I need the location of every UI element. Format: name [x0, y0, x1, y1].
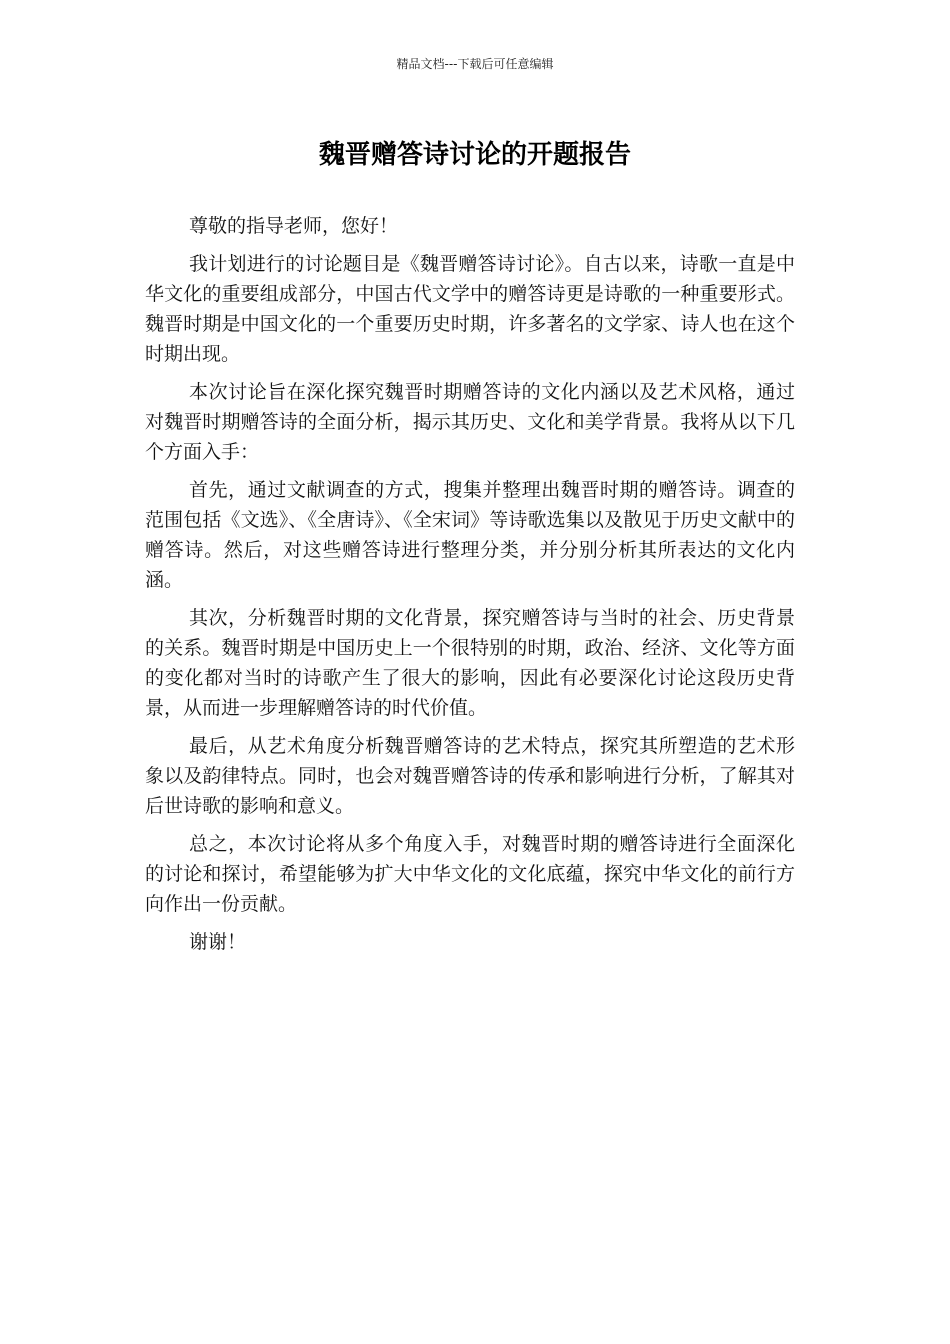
third-step-paragraph: 最后，从艺术角度分析魏晋赠答诗的艺术特点，探究其所塑造的艺术形象以及韵律特点。同时，也会对魏晋赠答诗的传承和影响进行分析，了解其对后世诗歌的影响和意义。 — [145, 735, 795, 817]
purpose-paragraph: 本次讨论旨在深化探究魏晋时期赠答诗的文化内涵以及艺术风格，通过对魏晋时期赠答诗的全面分析，揭示其历史、文化和美学背景。我将从以下几个方面入手： — [145, 381, 795, 463]
first-step-paragraph: 首先，通过文献调查的方式，搜集并整理出魏晋时期的赠答诗。调查的范围包括《文选》、《全唐诗》、《全宋词》等诗歌选集以及散见于历史文献中的赠答诗。然后，对这些赠答诗进行整理分类，并分别分析其所表达的文化内涵。 — [145, 479, 795, 591]
intro-paragraph: 我计划进行的讨论题目是《魏晋赠答诗讨论》。自古以来，诗歌一直是中华文化的重要组成部分，中国古代文学中的赠答诗更是诗歌的一种重要形式。魏晋时期是中国文化的一个重要历史时期，许多著名的文学家、诗人也在这个时期出现。 — [145, 253, 795, 365]
document-body — [145, 211, 795, 965]
thanks-paragraph: 谢谢！ — [189, 931, 247, 953]
header-note: 精品文档---下载后可任意编辑 — [396, 57, 554, 71]
conclusion-paragraph: 总之，本次讨论将从多个角度入手，对魏晋时期的赠答诗进行全面深化的讨论和探讨，希望能够为扩大中华文化的文化底蕴，探究中华文化的前行方向作出一份贡献。 — [145, 833, 795, 915]
second-step-paragraph: 其次，分析魏晋时期的文化背景，探究赠答诗与当时的社会、历史背景的关系。魏晋时期是中国历史上一个很特别的时期，政治、经济、文化等方面的变化都对当时的诗歌产生了很大的影响，因此有必要深化讨论这段历史背景，从而进一步理解赠答诗的时代价值。 — [145, 607, 795, 719]
document-title: 魏晋赠答诗讨论的开题报告 — [318, 140, 631, 170]
greeting-paragraph: 尊敬的指导老师，您好！ — [189, 215, 399, 237]
